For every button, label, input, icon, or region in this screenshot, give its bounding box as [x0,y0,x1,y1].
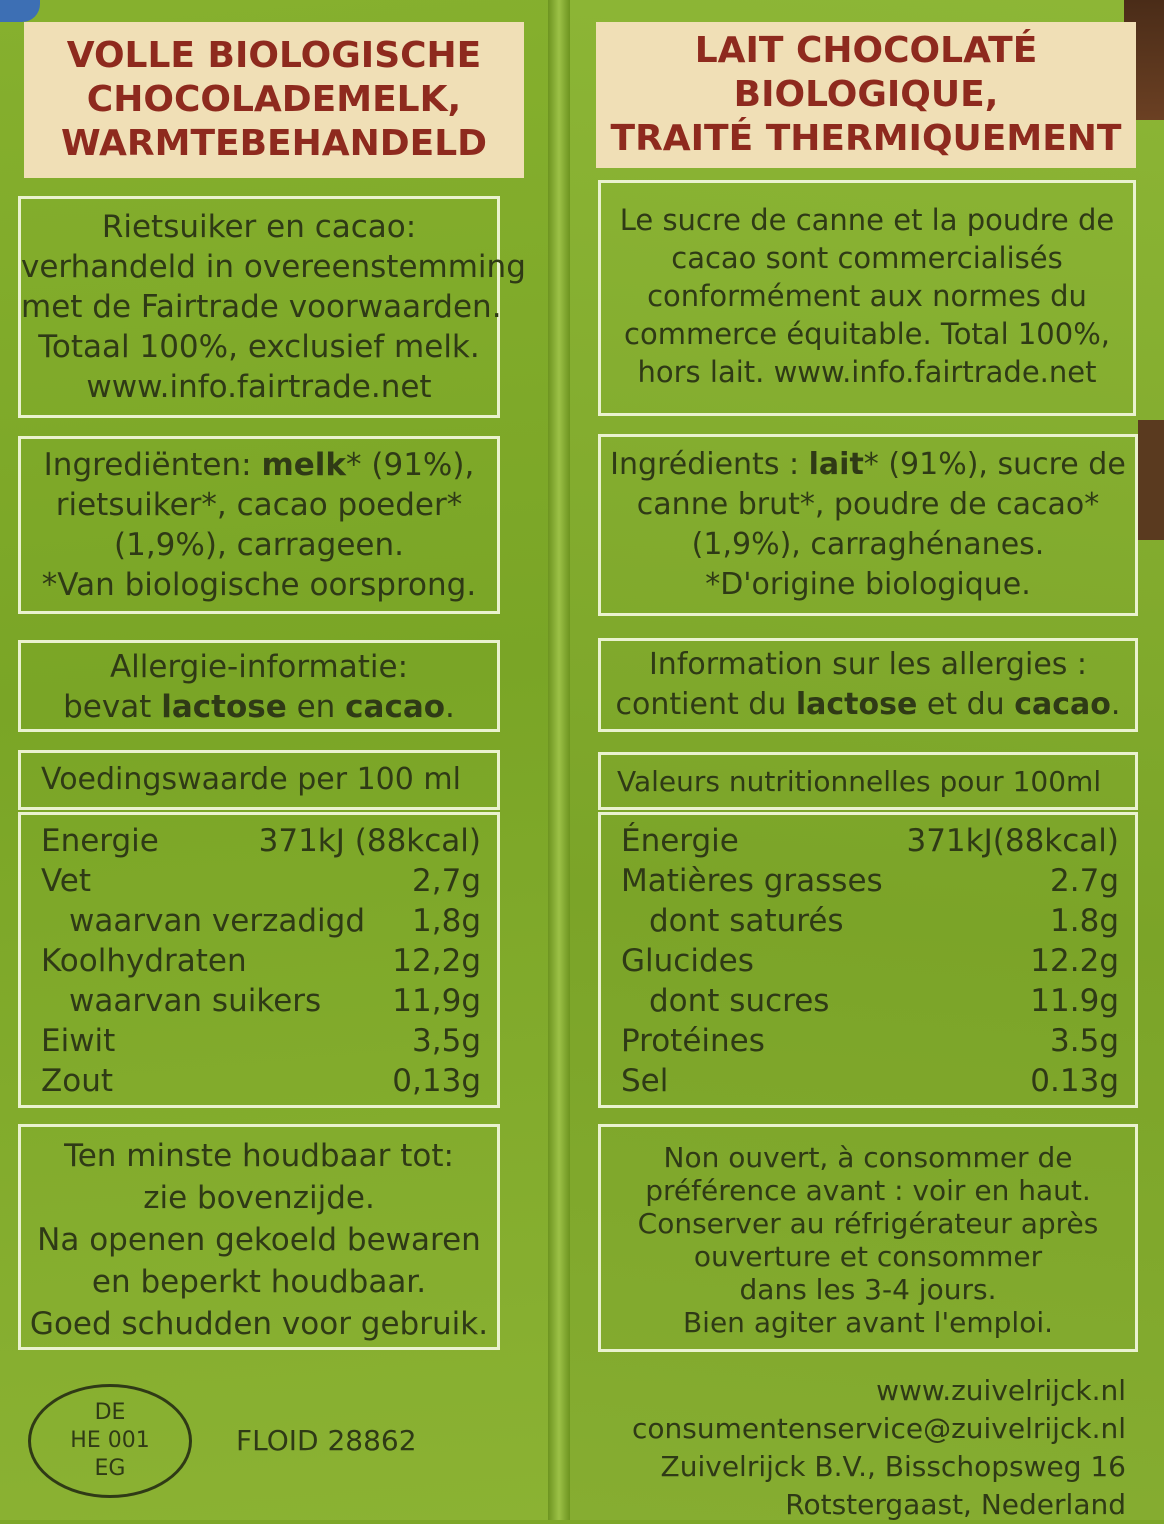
nutrition-header-fr: Valeurs nutritionnelles pour 100ml [598,752,1138,810]
text-line: Le sucre de canne et la poudre de [619,203,1115,237]
nutrition-row [41,901,481,941]
storage-info-nl [18,1124,500,1350]
ingredients-label: Ingrediënten: [43,447,262,483]
ingredient-highlight: melk [261,447,347,483]
title-line: LAIT CHOCOLATÉ [694,30,1038,71]
floid-code: FLOID 28862 [236,1424,417,1457]
ingredients-fr [598,434,1138,616]
company-location: Rotstergaast, Nederland [785,1488,1126,1521]
fairtrade-info-fr [598,180,1136,416]
oval-line: EG [94,1456,126,1481]
text-line: Information sur les allergies : [648,647,1088,682]
text-line: ouverture et consommer [693,1240,1043,1273]
text-line: Na openen gekoeld bewaren [37,1222,481,1258]
storage-info-fr [598,1124,1138,1352]
ingredients-label: Ingrédients : [610,447,809,482]
nutrition-row [41,981,481,1021]
nutrition-row [41,861,481,901]
nutrient-label: Vet [41,863,92,899]
company-address: Zuivelrijck B.V., Bisschopsweg 16 [660,1450,1126,1483]
edge-decoration [1138,420,1164,540]
title-fr [596,22,1136,168]
text-line: Goed schudden voor gebruik. [29,1306,489,1342]
text-line [21,445,497,485]
text-line: hors lait. www.info.fairtrade.net [637,355,1097,389]
text-line: *Van biologische oorsprong. [41,567,477,603]
text-line: (1,9%), carraghénanes. [691,527,1045,562]
nutrition-row [41,1021,481,1061]
text-line [21,687,497,727]
contact-info [632,1372,1126,1524]
text-line: (1,9%), carrageen. [114,527,404,563]
text-line: commerce équitable. Total 100%, [624,317,1110,351]
nutrient-label: Energie [41,823,159,859]
nutrient-value: 2,7g [412,863,481,899]
nutrient-value: 371kJ (88kcal) [258,823,481,859]
nutrient-value: 3,5g [412,1023,481,1059]
text-line: met de Fairtrade voorwaarden. [21,289,502,325]
text-line: canne brut*, poudre de cacao* [636,487,1100,522]
text-line: rietsuiker*, cacao poeder* [55,487,463,523]
nutrition-row [621,981,1119,1021]
text-line [601,445,1135,485]
health-mark-oval [28,1384,192,1498]
ingredient-text: * (91%), sucre de [863,447,1126,482]
text-line: Bien agiter avant l'emploi. [682,1306,1054,1339]
nutrition-row [41,821,481,861]
title-line: CHOCOLADEMELK, [86,79,462,120]
allergy-text: . [1110,687,1121,722]
nutrient-value: 12.2g [1030,943,1119,979]
text-line: Rietsuiker en cacao: [101,209,417,245]
nutrient-label: dont sucres [649,983,830,1019]
website-link: www.zuivelrijck.nl [876,1374,1126,1407]
text-line: préférence avant : voir en haut. [645,1174,1091,1207]
nutrient-label: Matières grasses [621,863,883,899]
allergy-text: bevat [63,689,162,725]
text-line: Totaal 100%, exclusief melk. [38,329,480,365]
nutrient-value: 11,9g [392,983,481,1019]
nutrient-label: Koolhydraten [41,943,247,979]
nutrition-table-fr [598,812,1138,1108]
allergen: lactose [795,687,918,722]
nutrition-row [621,941,1119,981]
nutrient-value: 0,13g [392,1063,481,1099]
oval-line: HE 001 [70,1428,150,1453]
email-address: consumentenservice@zuivelrijck.nl [631,1412,1126,1445]
nutrient-label: Énergie [621,823,739,859]
nutrient-label: Glucides [621,943,754,979]
nutrient-label: Protéines [621,1023,765,1059]
text-line [601,685,1135,725]
allergy-text: en [286,689,346,725]
allergy-info-fr [598,638,1138,732]
nutrient-value: 3.5g [1050,1023,1119,1059]
allergy-text: . [445,689,455,725]
allergy-info-nl [18,640,500,732]
nutrition-row [621,1021,1119,1061]
ingredient-highlight: lait [808,447,864,482]
nutrition-row [41,1061,481,1101]
nutrient-label: Sel [621,1063,669,1099]
title-nl [24,22,524,178]
ingredient-text: * (91%), [346,447,475,483]
text-line: zie bovenzijde. [143,1180,375,1216]
text-line: Conserver au réfrigérateur après [637,1207,1099,1240]
title-line: BIOLOGIQUE, [733,74,999,115]
nutrient-value: 0.13g [1030,1063,1119,1099]
nutrition-row [621,821,1119,861]
nutrient-label: Zout [41,1063,114,1099]
title-line: TRAITÉ THERMIQUEMENT [610,118,1122,159]
nutrition-row [41,941,481,981]
nutrient-label: waarvan suikers [69,983,322,1019]
nutrient-value: 1.8g [1050,903,1119,939]
text-line: en beperkt houdbaar. [91,1264,427,1300]
nutrient-label: waarvan verzadigd [69,903,366,939]
nutrition-row [621,901,1119,941]
nutrient-value: 11.9g [1030,983,1119,1019]
nutrition-header-nl: Voedingswaarde per 100 ml [18,750,500,810]
text-line: *D'origine biologique. [705,567,1031,602]
text-line: Non ouvert, à consommer de [663,1141,1073,1174]
nutrient-value: 1,8g [412,903,481,939]
allergy-text: et du [917,687,1015,722]
ingredients-nl [18,436,500,614]
allergen: lactose [161,689,287,725]
oval-line: DE [94,1400,126,1425]
text-line: www.info.fairtrade.net [86,369,432,405]
title-line: VOLLE BIOLOGISCHE [66,35,482,76]
allergen: cacao [345,689,446,725]
title-line: WARMTEBEHANDELD [60,123,488,164]
text-line: Allergie-informatie: [109,649,409,685]
nutrition-row [621,861,1119,901]
text-line: dans les 3-4 jours. [739,1273,997,1306]
nutrient-label: Eiwit [41,1023,116,1059]
fairtrade-info-nl [18,196,526,418]
nutrient-label: dont saturés [649,903,844,939]
text-line: conformément aux normes du [647,279,1087,313]
allergy-text: contient du [615,687,796,722]
text-line: cacao sont commercialisés [671,241,1063,275]
nutrient-value: 371kJ(88kcal) [906,823,1119,859]
text-line: Ten minste houdbaar tot: [64,1138,454,1174]
nutrition-row [621,1061,1119,1101]
panel-divider [548,0,570,1520]
nutrition-table-nl [18,812,500,1108]
nutrient-value: 2.7g [1050,863,1119,899]
text-line: verhandeld in overeenstemming [21,249,526,285]
allergen: cacao [1014,687,1111,722]
nutrient-value: 12,2g [392,943,481,979]
